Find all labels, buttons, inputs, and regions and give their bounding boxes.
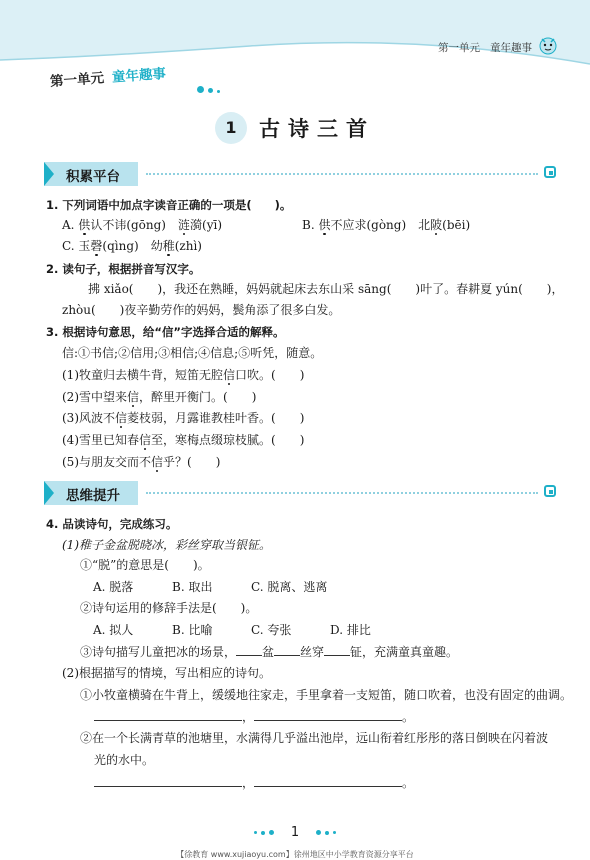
q4-1-q3-text-d: 钲，充满童真童趣。 (350, 645, 459, 659)
q4-1-q3-text-a: ③诗句描写儿童把冰的场景， (80, 645, 237, 659)
answer-line[interactable] (94, 774, 242, 787)
q4-1-q1-option-b: B. 取出 (172, 580, 213, 594)
answer-blank[interactable] (274, 643, 300, 656)
page-footer (0, 822, 590, 841)
q3-item-3: (3)风波不信菱枝弱，月露谁教桂叶香。( ) (62, 411, 305, 425)
q3-item-5: (5)与朋友交而不信乎？( ) (62, 455, 221, 469)
period: 。 (402, 776, 415, 790)
q4-1-question-1: ①“脱”的意思是( )。 (80, 558, 210, 572)
q4-2-question-1: ①小牧童横骑在牛背上，缓缓地往家走，手里拿着一支短笛，随口吹着，也没有固定的曲调。 (80, 688, 573, 702)
q2-line1: 拂 xiǎo( )，我还在熟睡，妈妈就起床去东山采 sāng( )叶了。春耕夏 yún( )， (88, 282, 564, 296)
unit-tag-unit: 第一单元 (49, 70, 105, 90)
q4-2-q1-answer-line (94, 708, 414, 725)
q4-1-q1-option-c: C. 脱离、逃离 (251, 580, 328, 594)
answer-blank[interactable] (324, 643, 350, 656)
q4-1-q2-option-a: A. 拟人 (93, 623, 134, 637)
q4-2-question-2a: ②在一个长满青草的池塘里，水满得几乎溢出池岸，远山衔着红彤彤的落日倒映在闪着波 (80, 731, 549, 745)
mascot-icon (536, 33, 560, 57)
answer-line[interactable] (94, 708, 242, 721)
comma: ， (242, 776, 255, 790)
q3-item-4: (4)雪里已知春信至，寒梅点缀琼枝腻。( ) (62, 433, 305, 447)
answer-blank[interactable] (236, 643, 262, 656)
q4-1-question-3 (80, 643, 458, 660)
comma: ， (242, 710, 255, 724)
section-end-icon (544, 485, 556, 497)
q4-1-q3-text-c: 丝穿 (300, 645, 325, 659)
lesson-number: 1 (215, 112, 247, 144)
q4-poem-1: (1)稚子金盆脱晓冰，彩丝穿取当银钲。 (62, 538, 271, 552)
q3-item-2: (2)雪中望来信，醉里开衡门。( ) (62, 390, 257, 404)
lesson-title: 古诗三首 (259, 116, 375, 141)
q2-line2: zhòu( )夜辛勤劳作的妈妈，鬓角添了很多白发。 (62, 303, 341, 317)
q2-stem: 2. 读句子，根据拼音写汉字。 (46, 262, 201, 276)
q1-option-a: A. 供认不讳(gōng) 涟漪(yī) (62, 218, 222, 232)
section-header-thinking (44, 481, 556, 505)
q4-1-q2-option-d: D. 排比 (330, 623, 371, 637)
q4-1-q2-option-c: C. 夸张 (251, 623, 292, 637)
page-number: 1 (290, 825, 300, 840)
q4-1-q1-option-a: A. 脱落 (93, 580, 134, 594)
section-label: 积累平台 (66, 169, 120, 185)
unit-tag-topic: 童年趣事 (111, 65, 167, 86)
source-line: 【徐教育 www.xujiaoyu.com】徐州地区中小学教育资源分享平台 (176, 850, 414, 859)
dotted-divider (146, 173, 538, 175)
q4-2-stem: (2)根据描写的情境，写出相应的诗句。 (62, 666, 271, 680)
section-label: 思维提升 (66, 488, 120, 504)
section-header-accumulate (44, 162, 556, 186)
dotted-divider (146, 492, 538, 494)
q3-item-1: (1)牧童归去横牛背，短笛无腔信口吹。( ) (62, 368, 305, 382)
q1-option-c: C. 玉磬(qìng) 幼稚(zhì) (62, 239, 202, 253)
q4-2-q2-answer-line (94, 774, 414, 791)
q1-stem: 1. 下列词语中加点字读音正确的一项是( )。 (46, 198, 292, 212)
header-topic: 童年趣事 (490, 42, 532, 54)
section-end-icon (544, 166, 556, 178)
header-running-title (438, 40, 532, 55)
q4-stem: 4. 品读诗句，完成练习。 (46, 517, 178, 531)
answer-line[interactable] (254, 708, 402, 721)
q4-2-question-2b: 光的水中。 (94, 753, 155, 767)
q4-1-q2-option-b: B. 比喻 (172, 623, 213, 637)
q3-definitions: 信:①书信;②信用;③相信;④信息;⑤听凭，随意。 (62, 346, 323, 360)
q3-stem: 3. 根据诗句意思，给“信”字选择合适的解释。 (46, 325, 285, 339)
header-unit: 第一单元 (438, 42, 480, 54)
q4-1-question-2: ②诗句运用的修辞手法是( )。 (80, 601, 258, 615)
decor-dots (197, 78, 224, 97)
q4-1-q3-text-b: 盆 (262, 645, 275, 659)
q1-option-b: B. 供不应求(gòng) 北陂(bēi) (302, 218, 471, 232)
answer-line[interactable] (254, 774, 402, 787)
lesson-title-row (0, 112, 590, 144)
period: 。 (402, 710, 415, 724)
